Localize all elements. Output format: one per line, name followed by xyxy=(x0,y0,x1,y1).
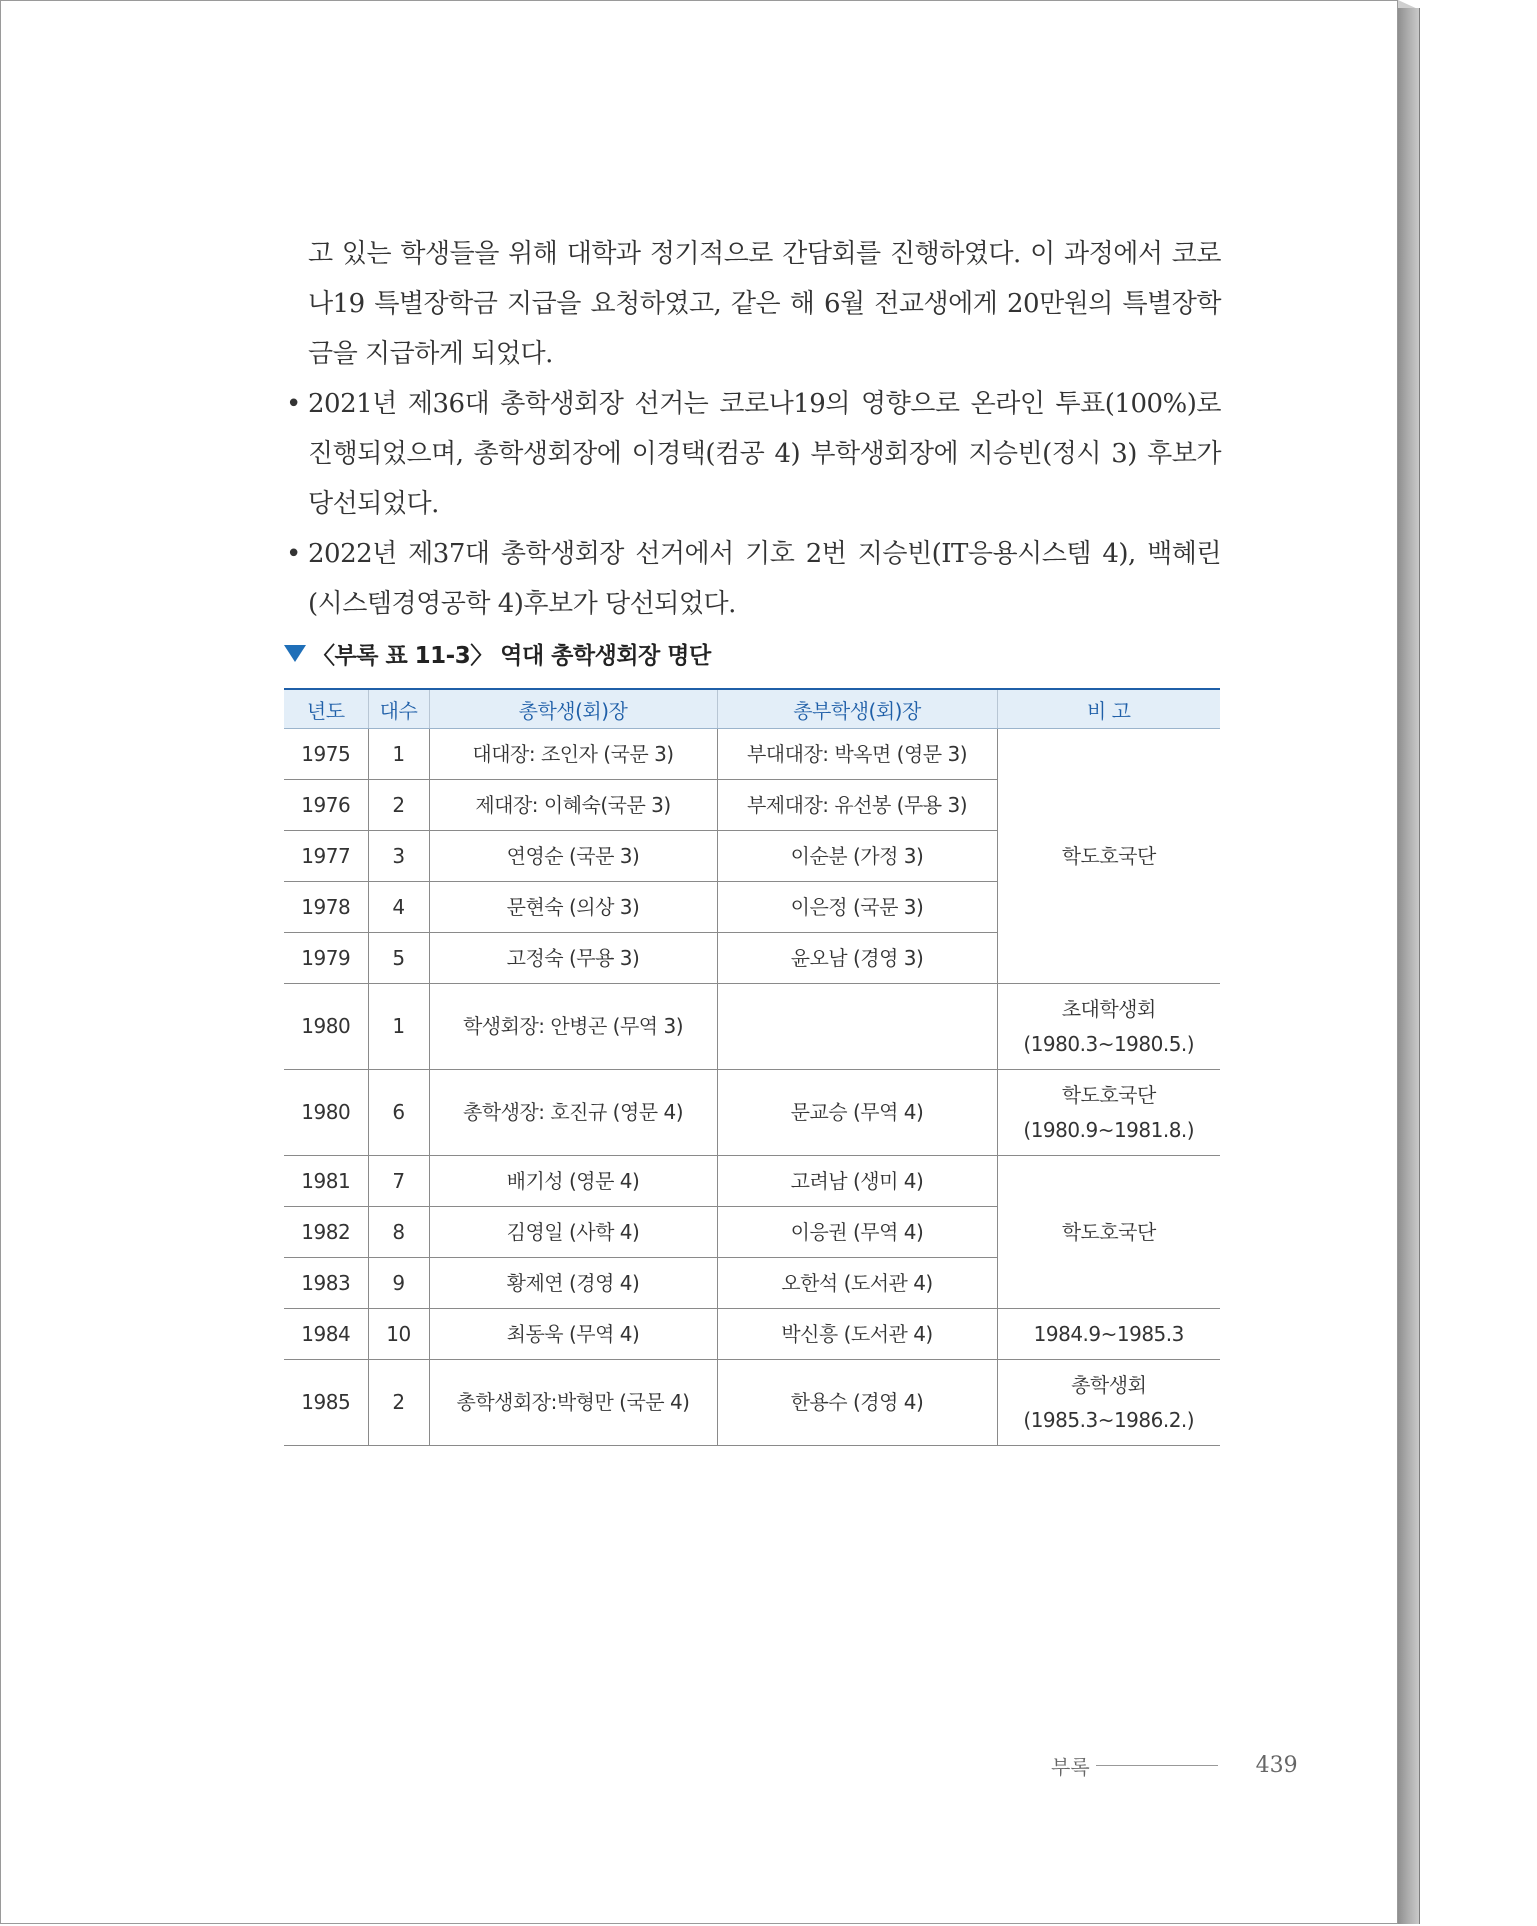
cell-year: 1980 xyxy=(284,984,368,1070)
cell-generation: 7 xyxy=(368,1156,429,1207)
cell-vice-president: 박신흥 (도서관 4) xyxy=(717,1309,997,1360)
page-stack-edge xyxy=(1398,8,1420,1924)
cell-vice-president: 부대대장: 박옥면 (영문 3) xyxy=(717,729,997,780)
cell-president: 김영일 (사학 4) xyxy=(429,1207,717,1258)
header-note: 비 고 xyxy=(997,689,1220,729)
cell-vice-president: 고려남 (생미 4) xyxy=(717,1156,997,1207)
note-line: (1980.9~1981.8.) xyxy=(1023,1117,1195,1142)
table-caption xyxy=(284,637,711,670)
body-text xyxy=(286,229,1221,629)
cell-note xyxy=(997,1070,1220,1156)
header-generation: 대수 xyxy=(368,689,429,729)
header-year: 년도 xyxy=(284,689,368,729)
cell-year: 1977 xyxy=(284,831,368,882)
table-row xyxy=(284,1070,1220,1156)
table-row xyxy=(284,984,1220,1070)
cell-year: 1975 xyxy=(284,729,368,780)
cell-president: 배기성 (영문 4) xyxy=(429,1156,717,1207)
table-header-row xyxy=(284,689,1220,729)
footer-section-label: 부록 xyxy=(1051,1755,1090,1779)
table-caption-text: 〈부록 표 11-3〉 역대 총학생회장 명단 xyxy=(312,643,711,669)
cell-generation: 2 xyxy=(368,1360,429,1446)
cell-generation: 2 xyxy=(368,780,429,831)
cell-note: 1984.9~1985.3 xyxy=(997,1309,1220,1360)
cell-vice-president: 이은정 (국문 3) xyxy=(717,882,997,933)
cell-generation: 10 xyxy=(368,1309,429,1360)
cell-year: 1980 xyxy=(284,1070,368,1156)
cell-generation: 4 xyxy=(368,882,429,933)
cell-president: 최동욱 (무역 4) xyxy=(429,1309,717,1360)
cell-president: 총학생회장:박형만 (국문 4) xyxy=(429,1360,717,1446)
cell-president: 제대장: 이혜숙(국문 3) xyxy=(429,780,717,831)
note-line: (1980.3~1980.5.) xyxy=(1023,1031,1195,1056)
bullet-dot: • xyxy=(286,539,301,569)
cell-vice-president: 한용수 (경영 4) xyxy=(717,1360,997,1446)
note-line: 총학생회 xyxy=(1071,1372,1147,1397)
cell-vice-president: 이순분 (가정 3) xyxy=(717,831,997,882)
cell-year: 1984 xyxy=(284,1309,368,1360)
page-footer xyxy=(1051,1751,1298,1780)
cell-president: 대대장: 조인자 (국문 3) xyxy=(429,729,717,780)
cell-vice-president: 오한석 (도서관 4) xyxy=(717,1258,997,1309)
note-line: 학도호국단 xyxy=(1061,1082,1156,1107)
table-row xyxy=(284,729,1220,780)
note-line: (1985.3~1986.2.) xyxy=(1023,1407,1195,1432)
cell-year: 1985 xyxy=(284,1360,368,1446)
table-row xyxy=(284,1360,1220,1446)
cell-year: 1982 xyxy=(284,1207,368,1258)
bullet-2021-election xyxy=(286,379,1221,529)
cell-generation: 3 xyxy=(368,831,429,882)
cell-generation: 8 xyxy=(368,1207,429,1258)
cell-generation: 1 xyxy=(368,729,429,780)
cell-vice-president xyxy=(717,984,997,1070)
note-line: 초대학생회 xyxy=(1061,996,1156,1021)
cell-year: 1979 xyxy=(284,933,368,984)
table-row xyxy=(284,1309,1220,1360)
footer-rule xyxy=(1096,1765,1218,1766)
cell-president: 황제연 (경영 4) xyxy=(429,1258,717,1309)
cell-generation: 1 xyxy=(368,984,429,1070)
cell-president: 연영순 (국문 3) xyxy=(429,831,717,882)
cell-president: 총학생장: 호진규 (영문 4) xyxy=(429,1070,717,1156)
bullet-dot: • xyxy=(286,389,301,419)
cell-year: 1976 xyxy=(284,780,368,831)
cell-vice-president: 이응권 (무역 4) xyxy=(717,1207,997,1258)
bullet-2021-text: 2021년 제36대 총학생회장 선거는 코로나19의 영향으로 온라인 투표(100%)로 진행되었으며, 총학생회장에 이경택(컴공 4) 부학생회장에 지승빈(정시 3) 후보가 당선되었다. xyxy=(308,389,1221,519)
cell-year: 1978 xyxy=(284,882,368,933)
cell-note: 학도호국단 xyxy=(997,1156,1220,1309)
cell-generation: 5 xyxy=(368,933,429,984)
intro-paragraph: 고 있는 학생들을 위해 대학과 정기적으로 간담회를 진행하였다. 이 과정에서 코로나19 특별장학금 지급을 요청하였고, 같은 해 6월 전교생에게 20만원의 특별장학금을 지급하게 되었다. xyxy=(308,239,1221,369)
cell-president: 고정숙 (무용 3) xyxy=(429,933,717,984)
cell-generation: 9 xyxy=(368,1258,429,1309)
cell-year: 1981 xyxy=(284,1156,368,1207)
cell-vice-president: 문교승 (무역 4) xyxy=(717,1070,997,1156)
header-vice-president: 총부학생(회)장 xyxy=(717,689,997,729)
cell-generation: 6 xyxy=(368,1070,429,1156)
page-number: 439 xyxy=(1255,1753,1298,1778)
cell-note xyxy=(997,984,1220,1070)
triangle-down-icon xyxy=(284,645,306,662)
table-row xyxy=(284,1156,1220,1207)
cell-vice-president: 부제대장: 유선봉 (무용 3) xyxy=(717,780,997,831)
cell-note xyxy=(997,1360,1220,1446)
student-president-table xyxy=(284,688,1220,1446)
cell-president: 학생회장: 안병곤 (무역 3) xyxy=(429,984,717,1070)
bullet-2022-text: 2022년 제37대 총학생회장 선거에서 기호 2번 지승빈(IT응용시스템 4), 백혜린(시스템경영공학 4)후보가 당선되었다. xyxy=(308,539,1221,619)
cell-year: 1983 xyxy=(284,1258,368,1309)
cell-note: 학도호국단 xyxy=(997,729,1220,984)
bullet-2022-election xyxy=(286,529,1221,629)
cell-president: 문현숙 (의상 3) xyxy=(429,882,717,933)
cell-vice-president: 윤오남 (경영 3) xyxy=(717,933,997,984)
header-president: 총학생(회)장 xyxy=(429,689,717,729)
